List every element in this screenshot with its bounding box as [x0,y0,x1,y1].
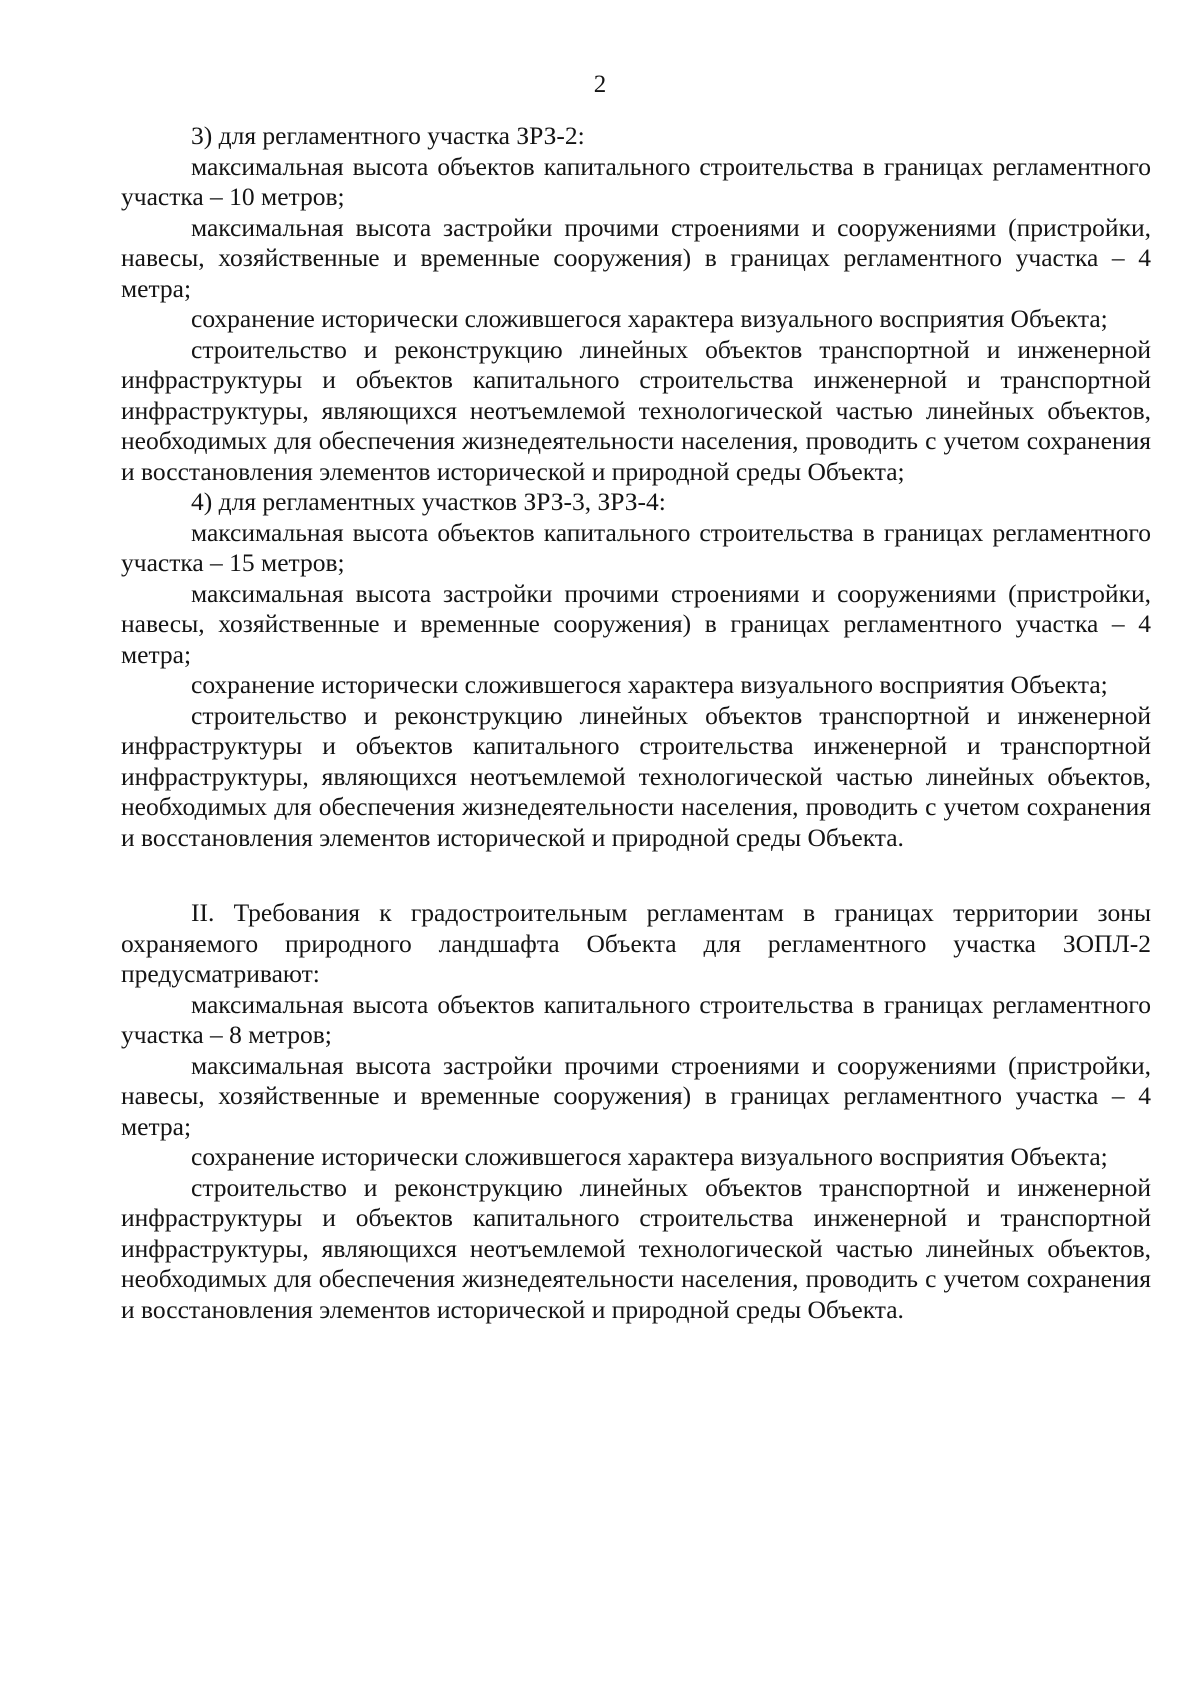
section-4-visual-perception: сохранение исторически сложившегося характера визуального восприятия Объекта; [191,670,1108,699]
page-number: 2 [593,71,607,98]
section-II-max-height-capital: максимальная высота объектов капитального строительства в границах регламентного участка – 8 метров; [121,989,1151,1049]
section-3-heading: 3) для регламентного участка ЗРЗ-2: [191,121,585,150]
section-3-max-height-capital: максимальная высота объектов капитального строительства в границах регламентного участка – 10 метров; [121,151,1151,211]
section-4-max-height-capital: максимальная высота объектов капитального строительства в границах регламентного участка – 15 метров; [121,517,1151,577]
section-4-linear-objects: строительство и реконструкцию линейных объектов транспортной и инженерной инфраструктуры и объектов капитального строительства инженерной и транспортной инфраструктуры, являющихся неотъемлемой технологической частью линейных объектов, необходимых для обеспечения жизнедеятельности населения, проводить с учетом сохранения и восстановления элементов исторической и природной среды Объекта. [121,700,1151,852]
section-II-visual-perception: сохранение исторически сложившегося характера визуального восприятия Объекта; [191,1142,1108,1171]
section-4-max-height-auxiliary: максимальная высота застройки прочими строениями и сооружениями (пристройки, навесы, хозяйственные и временные сооружения) в границах регламентного участка – 4 метра; [121,578,1151,669]
section-II-heading: II. Требования к градостроительным регламентам в границах территории зоны охраняемого природного ландшафта Объекта для регламентного участка ЗОПЛ-2 предусматривают: [121,898,1151,988]
section-3-linear-objects: строительство и реконструкцию линейных объектов транспортной и инженерной инфраструктуры и объектов капитального строительства инженерной и транспортной инфраструктуры, являющихся неотъемлемой технологической частью линейных объектов, необходимых для обеспечения жизнедеятельности населения, проводить с учетом сохранения и восстановления элементов исторической и природной среды Объекта; [121,334,1151,486]
section-gap [121,853,1151,898]
section-4-heading: 4) для регламентных участков ЗРЗ-3, ЗРЗ-4: [191,487,666,516]
section-II-linear-objects: строительство и реконструкцию линейных объектов транспортной и инженерной инфраструктуры и объектов капитального строительства инженерной и транспортной инфраструктуры, являющихся неотъемлемой технологической частью линейных объектов, необходимых для обеспечения жизнедеятельности населения, проводить с учетом сохранения и восстановления элементов исторической и природной среды Объекта. [121,1172,1151,1324]
document-body [121,121,1151,1325]
section-3-max-height-auxiliary: максимальная высота застройки прочими строениями и сооружениями (пристройки, навесы, хозяйственные и временные сооружения) в границах регламентного участка – 4 метра; [121,212,1151,303]
section-II-max-height-auxiliary: максимальная высота застройки прочими строениями и сооружениями (пристройки, навесы, хозяйственные и временные сооружения) в границах регламентного участка – 4 метра; [121,1050,1151,1141]
section-3-visual-perception: сохранение исторически сложившегося характера визуального восприятия Объекта; [191,304,1108,333]
